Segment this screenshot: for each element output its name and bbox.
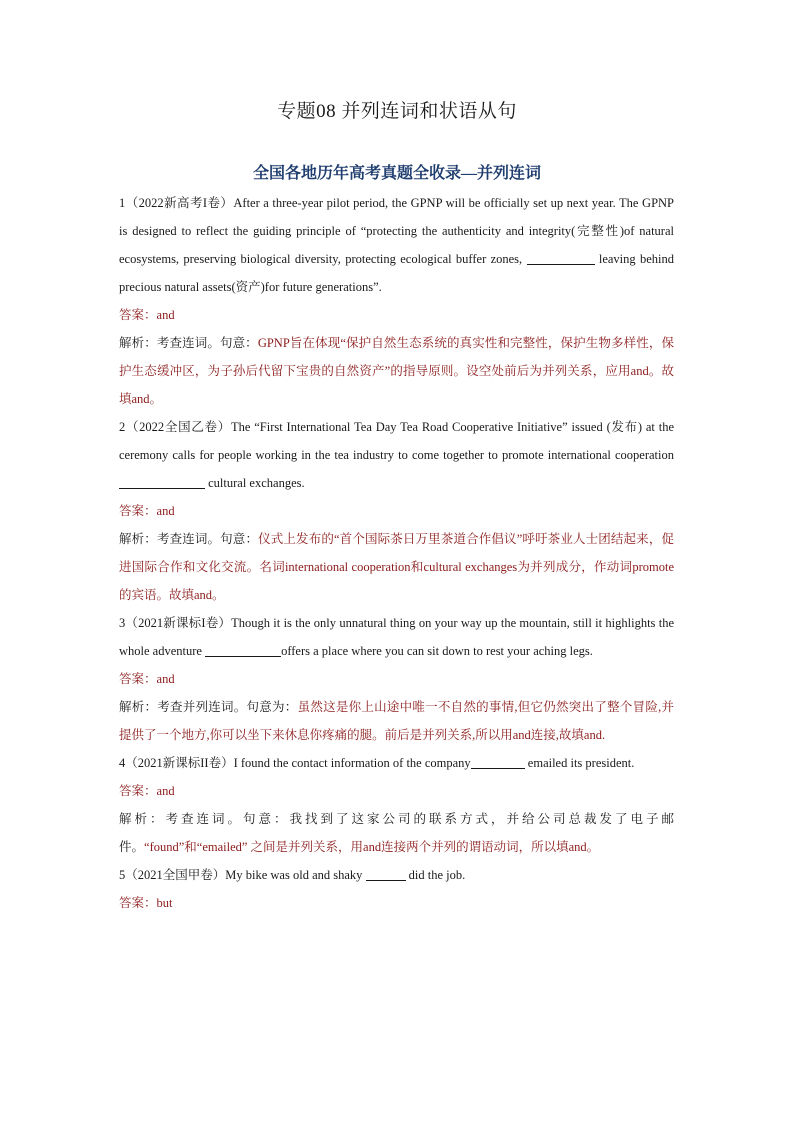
question-text: Though it is the only unnatural thing on your way up the mountain, still it highlights the whole adventure <box>119 616 674 658</box>
question-number: 4（2021新课标II卷） <box>119 756 234 770</box>
question-number: 3（2021新课标I卷） <box>119 616 232 630</box>
analysis-2 <box>119 525 674 609</box>
answer-value: and <box>156 504 175 518</box>
question-text: My bike was old and shaky <box>225 868 363 882</box>
analysis-text: “found”和“emailed” 之间是并列关系，用and连接两个并列的谓语动词，所以填and。 <box>144 840 600 854</box>
analysis-1 <box>119 329 674 413</box>
question-list <box>119 189 674 917</box>
answer-blank <box>471 754 525 769</box>
answer-blank <box>205 642 281 657</box>
answer-blank <box>119 474 205 489</box>
answer-value: and <box>156 784 175 798</box>
question-text: leaving behind precious natural assets(资产)for future generations”. <box>119 252 675 294</box>
question-3 <box>119 609 674 665</box>
answer-value: and <box>156 672 175 686</box>
question-number: 2（2022全国乙卷） <box>119 420 231 434</box>
analysis-text: 考查连词。句意： <box>156 532 259 546</box>
question-text: cultural exchanges. <box>208 476 305 490</box>
question-text: emailed its president. <box>527 756 635 770</box>
answer-label: 答案： <box>119 308 157 322</box>
answer-2 <box>119 497 674 525</box>
analysis-text: GPNP旨在体现“保护自然生态系统的真实性和完整性，保护生物多样性，保护生态缓冲区，为子孙后代留下宝贵的自然资产”的指导原则。设空处前后为并列关系，应用and。故填and。 <box>119 336 674 406</box>
answer-value: but <box>156 896 173 910</box>
question-4 <box>119 749 674 777</box>
answer-label: 答案： <box>119 672 157 686</box>
question-5 <box>119 861 674 889</box>
answer-label: 答案： <box>119 896 157 910</box>
analysis-label: 解析： <box>119 336 157 350</box>
answer-5 <box>119 889 674 917</box>
answer-1 <box>119 301 674 329</box>
answer-4 <box>119 777 674 805</box>
question-text: I found the contact information of the company <box>233 756 471 770</box>
analysis-text: 考查连词。句意：我找到了这家公司的联系方式，并给公司总裁发了电子邮件。 <box>119 812 674 854</box>
question-number: 5（2021全国甲卷） <box>119 868 226 882</box>
answer-label: 答案： <box>119 504 157 518</box>
section-subtitle: 全国各地历年高考真题全收录—并列连词 <box>252 165 541 182</box>
analysis-3 <box>119 693 674 749</box>
question-text: After a three-year pilot period, the GPNP will be officially set up next year. The GPNP is designed to reflect the guiding principle of “protecting the authenticity and integrity(完整性)of natural ecosystems, preserving biological diversity, protecting ecological buffer zones, <box>119 196 674 266</box>
answer-value: and <box>156 308 175 322</box>
analysis-label: 解析： <box>119 700 158 714</box>
answer-blank <box>527 250 595 265</box>
analysis-text: 考查连词。句意： <box>156 336 258 350</box>
page-title: 专题08 并列连词和状语从句 <box>277 101 517 122</box>
answer-3 <box>119 665 674 693</box>
analysis-label: 解析： <box>119 812 166 826</box>
question-text: offers a place where you can sit down to rest your aching legs. <box>281 644 593 658</box>
analysis-text: 考查并列连词。句意为： <box>157 700 298 714</box>
question-1 <box>119 189 674 301</box>
analysis-4 <box>119 805 674 861</box>
analysis-text: 虽然这是你上山途中唯一不自然的事情,但它仍然突出了整个冒险,并提供了一个地方,你可以坐下来休息你疼痛的腿。前后是并列关系,所以用and连接,故填and. <box>119 700 674 742</box>
question-text: The “First International Tea Day Tea Road Cooperative Initiative” issued (发布) at the ceremony calls for people working in the tea industry to come together to promote international cooperation <box>119 420 674 462</box>
analysis-label: 解析： <box>119 532 157 546</box>
question-2 <box>119 413 674 497</box>
answer-label: 答案： <box>119 784 157 798</box>
question-number: 1（2022新高考I卷） <box>119 196 234 210</box>
question-text: did the job. <box>408 868 466 882</box>
answer-blank <box>366 866 406 881</box>
analysis-text: 仪式上发布的“首个国际茶日万里茶道合作倡议”呼吁茶业人士团结起来，促进国际合作和文化交流。名词international cooperation和cultural exchanges为并列成分，作动词promote的宾语。故填and。 <box>119 532 674 602</box>
